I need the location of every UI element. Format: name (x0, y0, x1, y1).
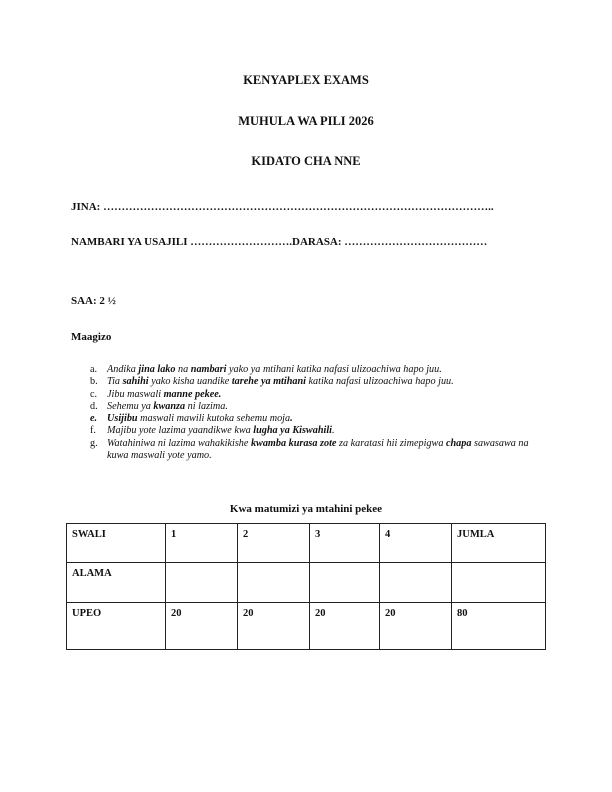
table-cell: 20 (380, 603, 452, 650)
instruction-marker: a. (90, 364, 98, 375)
instruction-text: ni lazima. (185, 400, 228, 412)
instruction-item (90, 364, 530, 376)
table-row (67, 563, 546, 603)
table-cell: 1 (166, 524, 238, 563)
instruction-emphasis: jina lako (138, 364, 176, 375)
instruction-emphasis: kwanza (153, 400, 186, 412)
instruction-item (90, 438, 530, 463)
instruction-item (90, 376, 530, 388)
exam-body: KENYAPLEX EXAMS (243, 73, 369, 87)
instruction-text: na (175, 364, 191, 375)
instruction-text: yako ya mtihani katika nafasi ulizoachiwa hapo juu. (226, 364, 442, 375)
instructions-list (90, 364, 530, 462)
table-cell: SWALI (67, 524, 166, 563)
table-cell: 4 (380, 524, 452, 563)
instruction-item (90, 413, 530, 425)
table-cell: 3 (310, 524, 380, 563)
name-field[interactable]: JINA: …………………………………………………………………………………………….. (71, 201, 494, 213)
instruction-emphasis: nambari (190, 364, 227, 375)
instruction-marker: e. (90, 413, 98, 425)
table-cell: 2 (238, 524, 310, 563)
instruction-item (90, 401, 530, 413)
score-entry-cell[interactable] (310, 563, 380, 603)
class-level: KIDATO CHA NNE (251, 154, 361, 168)
instruction-emphasis: manne pekee. (163, 388, 222, 400)
instruction-text: maswali mawili kutoka sehemu moja (137, 413, 291, 425)
instruction-text: za karatasi hii zimepigwa (336, 437, 446, 449)
instruction-emphasis: . (290, 413, 293, 425)
score-entry-cell[interactable] (166, 563, 238, 603)
instruction-text: katika nafasi ulizoachiwa hapo juu. (305, 376, 454, 388)
instruction-emphasis: tarehe ya mtihani (231, 376, 306, 388)
instruction-marker: g. (90, 437, 98, 449)
table-cell: 20 (238, 603, 310, 650)
table-cell: 80 (452, 603, 546, 650)
instruction-text: Tia (107, 376, 123, 388)
instruction-marker: b. (90, 376, 98, 388)
instruction-text: Sehemu ya (107, 400, 154, 412)
exam-term: MUHULA WA PILI 2026 (238, 114, 374, 128)
instruction-item (90, 389, 530, 401)
instruction-text: Jibu maswali (107, 388, 164, 400)
score-entry-cell[interactable] (380, 563, 452, 603)
time-allowed: SAA: 2 ½ (71, 295, 116, 307)
score-entry-cell[interactable] (452, 563, 546, 603)
instruction-marker: f. (90, 425, 96, 437)
instruction-marker: c. (90, 388, 98, 400)
instruction-text: Majibu yote lazima yaandikwe kwa (107, 425, 254, 437)
instruction-emphasis: sahihi (122, 376, 149, 388)
instruction-marker: d. (90, 400, 98, 412)
instruction-text: . (331, 425, 335, 437)
instruction-item (90, 425, 530, 437)
instruction-emphasis: chapa (445, 437, 472, 449)
instruction-text: Watahiniwa ni lazima wahakikishe (107, 437, 251, 449)
table-cell: ALAMA (67, 563, 166, 603)
registration-class-field[interactable]: NAMBARI YA USAJILI ……………………….DARASA: ………………………………… (71, 236, 488, 248)
table-caption: Kwa matumizi ya mtahini pekee (229, 503, 383, 515)
table-cell: JUMLA (452, 524, 546, 563)
instruction-emphasis: kwamba kurasa zote (250, 437, 337, 449)
table-cell: UPEO (67, 603, 166, 650)
instruction-text: Andika (107, 364, 139, 375)
table-cell: 20 (166, 603, 238, 650)
instruction-emphasis: lugha ya Kiswahili (253, 425, 332, 437)
table-row (67, 603, 546, 650)
instruction-text: sawasawa na kuwa maswali yote yamo. (107, 437, 529, 462)
instruction-emphasis: Usijibu (107, 413, 138, 425)
score-table (66, 523, 546, 650)
table-row (67, 524, 546, 563)
table-cell: 20 (310, 603, 380, 650)
score-entry-cell[interactable] (238, 563, 310, 603)
instruction-text: yako kisha uandike (148, 376, 232, 388)
instructions-title: Maagizo (71, 331, 112, 343)
